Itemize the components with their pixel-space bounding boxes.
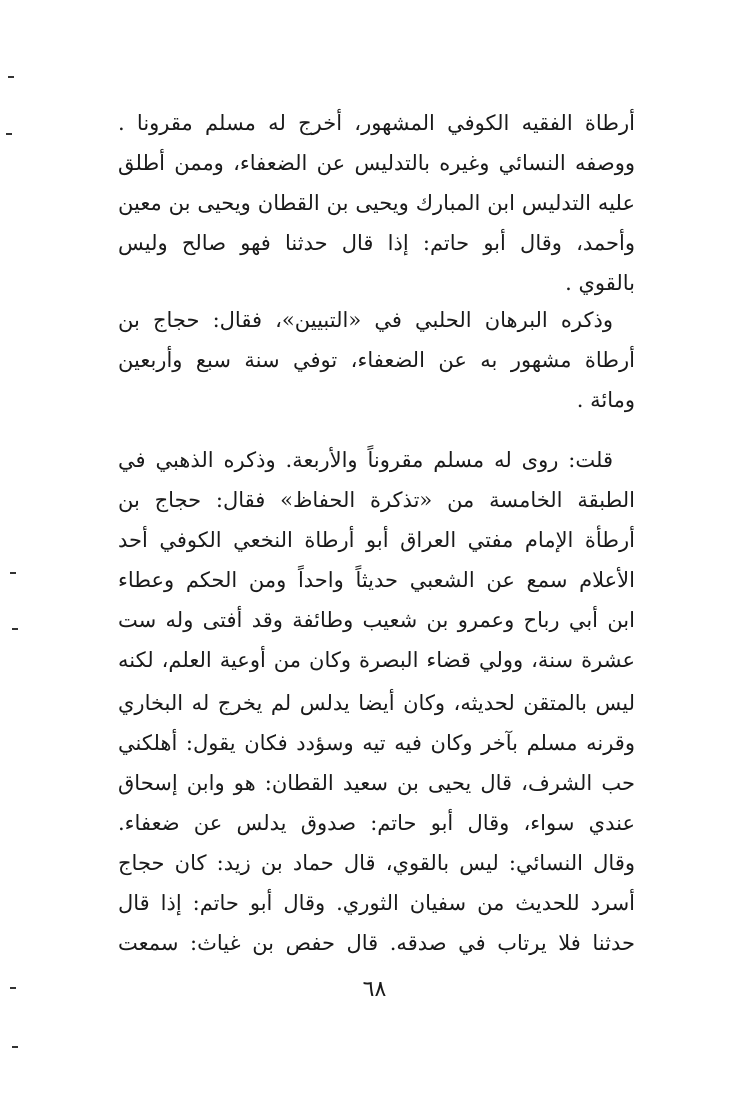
paragraph-3 — [118, 440, 635, 680]
text-line: حدثنا فلا يرتاب في صدقه. قال حفص بن غياث: سمعت — [118, 931, 635, 955]
paragraph-1 — [118, 103, 635, 303]
text-line: عندي سواء، وقال أبو حاتم: صدوق يدلس عن ضعفاء. — [118, 811, 635, 835]
text-line: وقرنه مسلم بآخر وكان فيه تيه وسؤدد فكان يقول: أهلكني — [118, 731, 635, 755]
scan-mark — [12, 628, 18, 630]
text-line: الأعلام سمع عن الشعبي حديثاً واحداً ومن الحكم وعطاء — [118, 568, 635, 592]
text-line: الطبقة الخامسة من «تذكرة الحفاظ» فقال: حجاج بن — [118, 488, 635, 512]
text-line: أرطأة الإمام مفتي العراق أبو أرطاة النخعي الكوفي أحد — [118, 528, 635, 552]
text-line: حب الشرف، قال يحيى بن سعيد القطان: هو وابن إسحاق — [118, 771, 635, 795]
text-line: ابن أبي رباح وعمرو بن شعيب وطائفة وقد أفتى وله ست — [118, 608, 635, 632]
text-line: بالقوي . — [565, 271, 635, 295]
scan-mark — [10, 572, 16, 574]
text-line: وأحمد، وقال أبو حاتم: إذا قال حدثنا فهو صالح وليس — [118, 231, 635, 255]
scan-mark — [12, 1046, 18, 1048]
text-line: عليه التدليس ابن المبارك ويحيى بن القطان ويحيى بن معين — [118, 191, 635, 215]
page-number: ٦٨ — [362, 977, 387, 1002]
text-line: وقال النسائي: ليس بالقوي، قال حماد بن زيد: كان حجاج — [118, 851, 635, 875]
text-line: وذكره البرهان الحلبي في «التبيين»، فقال: حجاج بن — [118, 308, 613, 332]
text-line: أرطاة مشهور به عن الضعفاء، توفي سنة سبع وأربعين — [118, 348, 635, 372]
text-line: ليس بالمتقن لحديثه، وكان أيضا يدلس لم يخرج له البخاري — [118, 691, 635, 715]
scan-mark — [8, 76, 14, 78]
paragraph-2 — [118, 300, 635, 420]
paragraph-4 — [118, 683, 635, 963]
text-line: أرطاة الفقيه الكوفي المشهور، أخرج له مسلم مقرونا . — [118, 111, 635, 135]
text-line: أسرد للحديث من سفيان الثوري. وقال أبو حاتم: إذا قال — [118, 891, 635, 915]
text-line: ووصفه النسائي وغيره بالتدليس عن الضعفاء، وممن أطلق — [118, 151, 635, 175]
text-line: ومائة . — [576, 388, 635, 412]
scan-mark — [6, 133, 12, 135]
text-line: قلت: روى له مسلم مقروناً والأربعة. وذكره الذهبي في — [118, 448, 613, 472]
text-line: عشرة سنة، وولي قضاء البصرة وكان من أوعية العلم، لكنه — [118, 648, 635, 672]
